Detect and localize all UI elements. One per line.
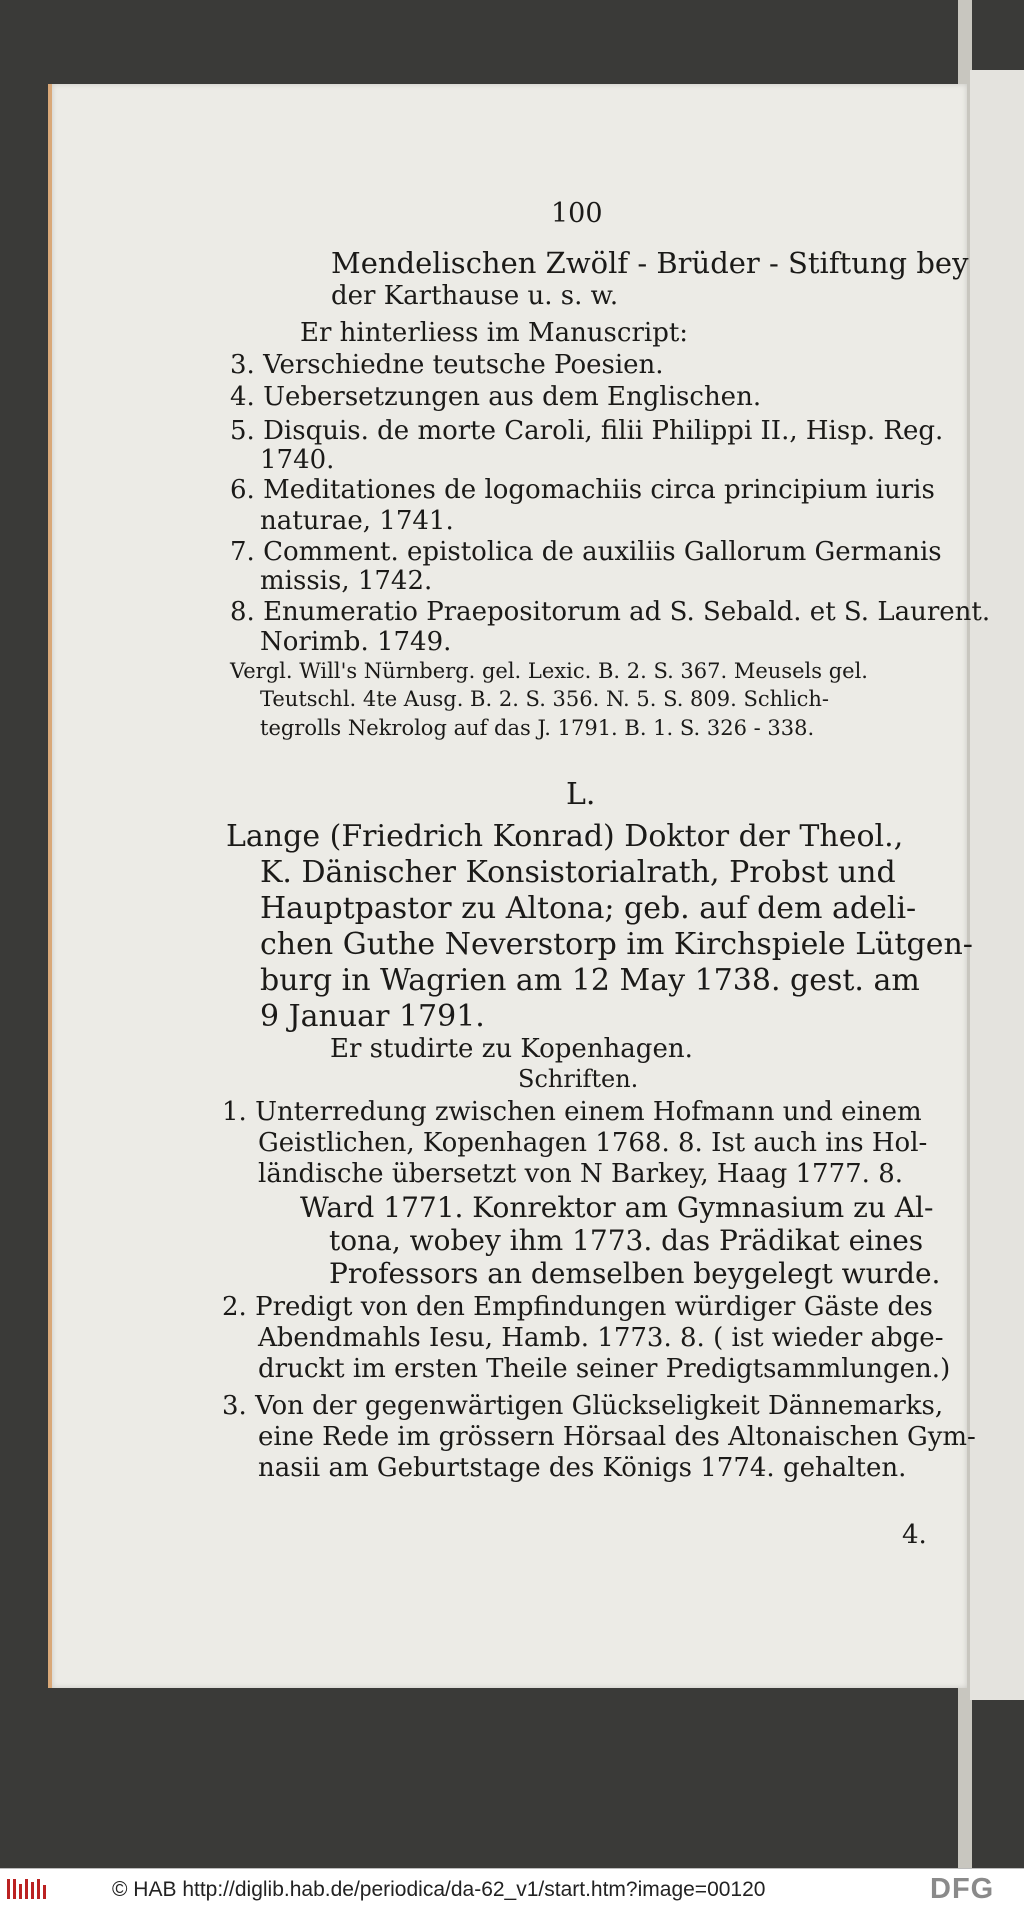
book-page <box>52 84 991 1688</box>
text-line: der Karthause u. s. w. <box>331 281 619 311</box>
text-line: Er studirte zu Kopenhagen. <box>330 1034 693 1064</box>
reference-line: Vergl. Will's Nürnberg. gel. Lexic. B. 2. S. 367. Meusels gel. <box>230 659 868 683</box>
text-line: Hauptpastor zu Altona; geb. auf dem adeli- <box>260 891 917 926</box>
text-line: eine Rede im grössern Hörsaal des Altonaischen Gym- <box>258 1422 976 1452</box>
reference-line: Teutschl. 4te Ausg. B. 2. S. 356. N. 5. S. 809. Schlich- <box>260 687 829 711</box>
adjacent-page-edge <box>970 70 1024 1700</box>
list-item: 1. Unterredung zwischen einem Hofmann und einem <box>222 1097 922 1127</box>
list-item: 4. Uebersetzungen aus dem Englischen. <box>230 382 762 412</box>
text-line: naturae, 1741. <box>260 506 454 536</box>
text-line: Geistlichen, Kopenhagen 1768. 8. Ist auch ins Hol- <box>258 1128 928 1158</box>
list-item: 3. Von der gegenwärtigen Glückseligkeit Dännemarks, <box>222 1391 944 1421</box>
list-item: 5. Disquis. de morte Caroli, filii Philippi II., Hisp. Reg. <box>230 416 944 446</box>
text-line: Ward 1771. Konrektor am Gymnasium zu Al- <box>300 1191 934 1224</box>
text-line: chen Guthe Neverstorp im Kirchspiele Lütgen- <box>260 927 973 962</box>
text-line: K. Dänischer Konsistorialrath, Probst und <box>260 855 896 890</box>
list-item: 8. Enumeratio Praepositorum ad S. Sebald. et S. Laurent. <box>230 597 991 627</box>
text-line: ländische übersetzt von N Barkey, Haag 1777. 8. <box>258 1159 904 1189</box>
dfg-logo: DFG <box>930 1873 995 1905</box>
entry-heading: Lange (Friedrich Konrad) Doktor der Theol., <box>226 819 904 854</box>
list-item: 6. Meditationes de logomachiis circa principium iuris <box>230 475 935 505</box>
list-item: 7. Comment. epistolica de auxiliis Gallorum Germanis <box>230 537 942 567</box>
list-item: 3. Verschiedne teutsche Poesien. <box>230 350 664 380</box>
text-line: 1740. <box>260 445 335 475</box>
text-line: 9 Januar 1791. <box>260 999 485 1034</box>
text-line: missis, 1742. <box>260 566 433 596</box>
copyright-link[interactable]: © HAB http://diglib.hab.de/periodica/da-62_v1/start.htm?image=00120 <box>112 1878 766 1901</box>
text-line: tona, wobey ihm 1773. das Prädikat eines <box>329 1224 924 1257</box>
text-line: Er hinterliess im Manuscript: <box>300 318 689 348</box>
text-line: druckt im ersten Theile seiner Predigtsammlungen.) <box>258 1354 951 1384</box>
catchword: 4. <box>902 1520 927 1550</box>
list-item: 2. Predigt von den Empfindungen würdiger Gäste des <box>222 1292 933 1322</box>
hab-logo-icon <box>6 1876 48 1901</box>
text-line: Mendelischen Zwölf - Brüder - Stiftung bey <box>331 246 969 280</box>
viewer-footer <box>0 1868 1024 1908</box>
page-number: 100 <box>551 198 603 229</box>
subheading: Schriften. <box>518 1065 639 1093</box>
text-line: Professors an demselben beygelegt wurde. <box>329 1257 941 1290</box>
text-line: Norimb. 1749. <box>260 627 452 657</box>
text-line: nasii am Geburtstage des Königs 1774. gehalten. <box>258 1453 907 1483</box>
section-letter: L. <box>566 777 596 812</box>
text-line: Abendmahls Iesu, Hamb. 1773. 8. ( ist wieder abge- <box>258 1323 944 1353</box>
reference-line: tegrolls Nekrolog auf das J. 1791. B. 1. S. 326 - 338. <box>260 716 815 740</box>
text-line: burg in Wagrien am 12 May 1738. gest. am <box>260 963 920 998</box>
